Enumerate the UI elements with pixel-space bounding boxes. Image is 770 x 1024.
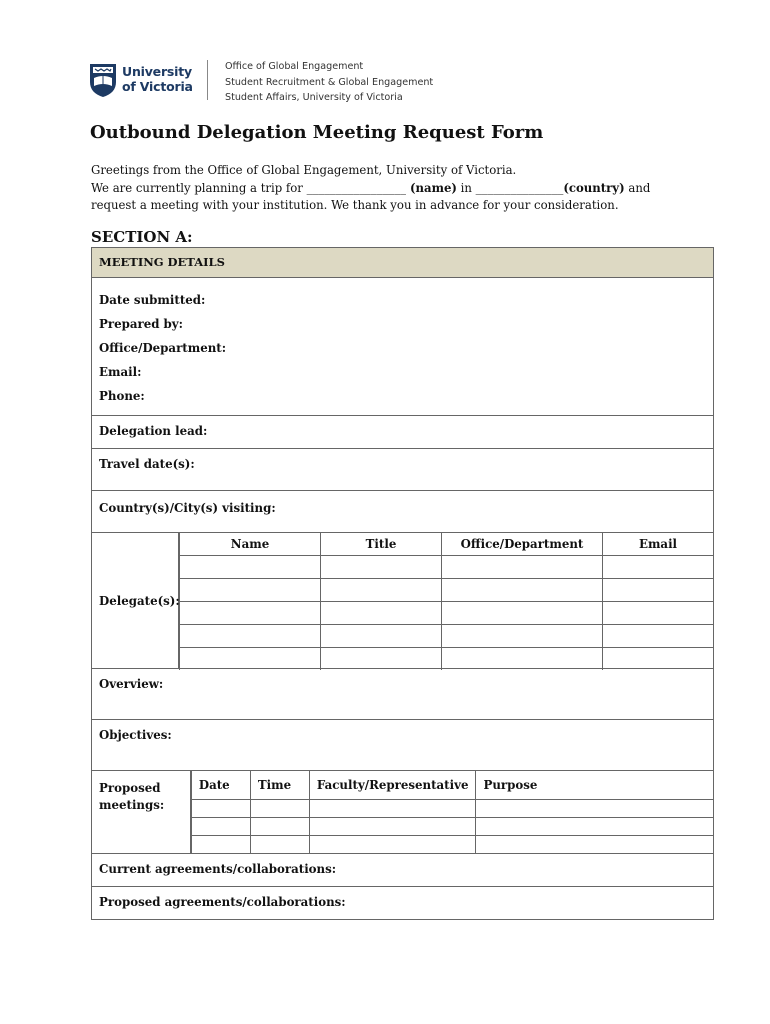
crest-icon bbox=[88, 62, 118, 98]
current-agreements-field[interactable]: Current agreements/collaborations: bbox=[92, 853, 713, 886]
cell[interactable] bbox=[476, 836, 713, 854]
col-purpose: Purpose bbox=[476, 771, 713, 800]
cell[interactable] bbox=[309, 836, 476, 854]
uvic-logo bbox=[88, 62, 200, 102]
cell[interactable] bbox=[442, 602, 603, 625]
divider bbox=[207, 60, 208, 100]
cell[interactable] bbox=[191, 800, 250, 818]
intro-text-b: in bbox=[456, 180, 476, 195]
cell[interactable] bbox=[180, 556, 321, 579]
delegation-lead-field[interactable]: Delegation lead: bbox=[92, 415, 713, 448]
phone-field[interactable]: Phone: bbox=[99, 389, 145, 403]
cell[interactable] bbox=[250, 836, 309, 854]
cell[interactable] bbox=[321, 602, 442, 625]
intro-text-c: and bbox=[624, 180, 651, 195]
col-office: Office/Department bbox=[442, 533, 603, 556]
name-blank[interactable]: _________________ bbox=[306, 180, 406, 195]
cell[interactable] bbox=[191, 836, 250, 854]
country-blank[interactable]: _______________ bbox=[475, 180, 564, 195]
form-title: Outbound Delegation Meeting Request Form bbox=[90, 122, 544, 143]
intro-line-1: Greetings from the Office of Global Engagement, University of Victoria. bbox=[91, 163, 517, 177]
cell[interactable] bbox=[442, 556, 603, 579]
office-department-field[interactable]: Office/Department: bbox=[99, 341, 227, 355]
cell[interactable] bbox=[180, 579, 321, 602]
section-heading: SECTION A: bbox=[91, 228, 193, 246]
form-header: MEETING DETAILS bbox=[92, 248, 713, 277]
cell[interactable] bbox=[442, 625, 603, 648]
cell[interactable] bbox=[603, 579, 714, 602]
cell[interactable] bbox=[309, 800, 476, 818]
date-submitted-field[interactable]: Date submitted: bbox=[99, 293, 206, 307]
intro-text bbox=[91, 162, 731, 215]
delegates-section bbox=[92, 532, 713, 668]
logo-wordmark bbox=[122, 64, 193, 94]
country-label: (country) bbox=[563, 180, 625, 195]
cell[interactable] bbox=[191, 818, 250, 836]
intro-line-3: request a meeting with your institution. We thank you in advance for your consideration. bbox=[91, 198, 619, 212]
cell[interactable] bbox=[603, 648, 714, 671]
col-time: Time bbox=[250, 771, 309, 800]
table-row bbox=[180, 648, 714, 671]
col-title: Title bbox=[321, 533, 442, 556]
col-representative: Faculty/Representative bbox=[309, 771, 476, 800]
delegates-label: Delegate(s): bbox=[92, 533, 179, 668]
logo-line-2: of Victoria bbox=[122, 79, 193, 94]
col-email: Email bbox=[603, 533, 714, 556]
cell[interactable] bbox=[603, 625, 714, 648]
table-row bbox=[180, 556, 714, 579]
cell[interactable] bbox=[603, 556, 714, 579]
cell[interactable] bbox=[250, 818, 309, 836]
overview-field[interactable]: Overview: bbox=[92, 668, 713, 719]
meetings-label: Proposed meetings: bbox=[92, 771, 191, 853]
office-line: Student Affairs, University of Victoria bbox=[225, 92, 403, 103]
cell[interactable] bbox=[321, 556, 442, 579]
cell[interactable] bbox=[180, 648, 321, 671]
letterhead bbox=[88, 58, 648, 110]
countries-field[interactable]: Country(s)/City(s) visiting: bbox=[92, 490, 713, 532]
office-line: Office of Global Engagement bbox=[225, 61, 364, 72]
cell[interactable] bbox=[476, 818, 713, 836]
cell[interactable] bbox=[250, 800, 309, 818]
table-row bbox=[180, 625, 714, 648]
cell[interactable] bbox=[321, 579, 442, 602]
objectives-field[interactable]: Objectives: bbox=[92, 719, 713, 770]
intro-line-2 bbox=[91, 180, 731, 198]
cell[interactable] bbox=[309, 818, 476, 836]
logo-line-1: University bbox=[122, 64, 192, 79]
office-block bbox=[225, 59, 433, 106]
meetings-table bbox=[191, 771, 713, 853]
meetings-section bbox=[92, 770, 713, 853]
email-field[interactable]: Email: bbox=[99, 365, 142, 379]
meetings-header-row bbox=[191, 771, 713, 800]
delegates-header-row bbox=[180, 533, 714, 556]
cell[interactable] bbox=[442, 648, 603, 671]
cell[interactable] bbox=[180, 625, 321, 648]
table-row bbox=[191, 836, 713, 854]
intro-text-a: We are currently planning a trip for bbox=[91, 180, 307, 195]
col-date: Date bbox=[191, 771, 250, 800]
office-line: Student Recruitment & Global Engagement bbox=[225, 76, 434, 88]
col-name: Name bbox=[180, 533, 321, 556]
meeting-form bbox=[91, 247, 714, 920]
cell[interactable] bbox=[442, 579, 603, 602]
cell[interactable] bbox=[321, 625, 442, 648]
table-row bbox=[180, 602, 714, 625]
submitter-info bbox=[92, 277, 713, 415]
delegates-table bbox=[179, 533, 713, 670]
name-label: (name) bbox=[405, 180, 457, 195]
prepared-by-field[interactable]: Prepared by: bbox=[99, 317, 184, 331]
cell[interactable] bbox=[180, 602, 321, 625]
travel-dates-field[interactable]: Travel date(s): bbox=[92, 448, 713, 490]
proposed-agreements-field[interactable]: Proposed agreements/collaborations: bbox=[92, 886, 713, 919]
cell[interactable] bbox=[476, 800, 713, 818]
cell[interactable] bbox=[321, 648, 442, 671]
table-row bbox=[180, 579, 714, 602]
table-row bbox=[191, 800, 713, 818]
table-row bbox=[191, 818, 713, 836]
cell[interactable] bbox=[603, 602, 714, 625]
